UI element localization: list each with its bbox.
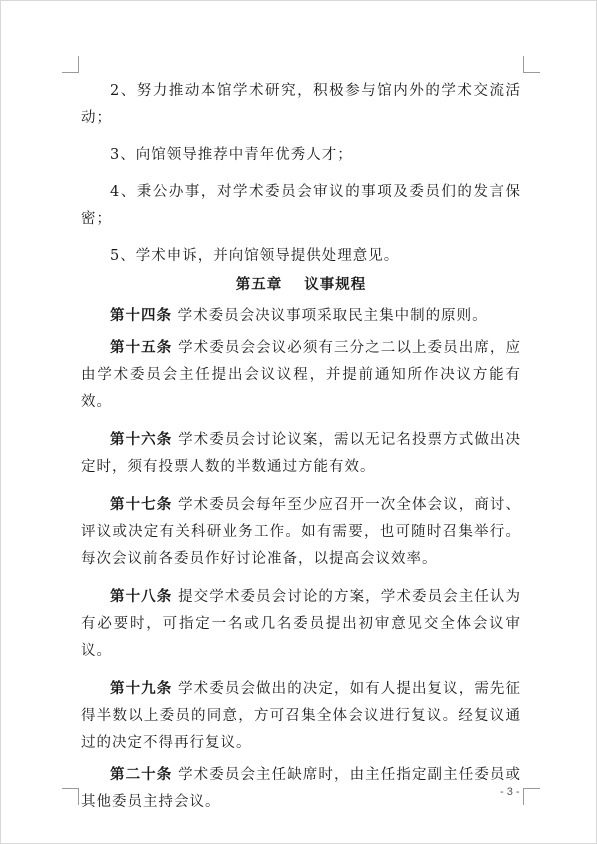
list-item: 2、努力推动本馆学术研究，积极参与馆内外的学术交流活动； (81, 83, 521, 126)
article-paragraph: 第十九条 学术委员会做出的决定，如有人提出复议，需先征得半数以上委员的同意，方可召集全体会议进行复议。经复议通过的决定不得再行复议。 (81, 680, 522, 751)
crop-mark-bottom-right (523, 788, 540, 805)
list-item: 5、学术申诉，并向馆领导提供处理意见。 (110, 248, 400, 264)
article-paragraph: 第十五条 学术委员会会议必须有三分之二以上委员出席，应由学术委员会主任提出会议议程，并提前通知所作决议方能有效。 (81, 339, 522, 410)
article-paragraph: 第十八条 提交学术委员会讨论的方案，学术委员会主任认为有必要时，可指定一名或几名委员提出初审意见交全体会议审议。 (81, 588, 522, 659)
article-paragraph: 第十六条 学术委员会讨论议案，需以无记名投票方式做出决定时，须有投票人数的半数通过方能有效。 (81, 431, 522, 475)
article-paragraph: 第二十条 学术委员会主任缺席时，由主任指定副主任委员或其他委员主持会议。 (81, 766, 522, 810)
article-paragraph: 第十七条 学术委员会每年至少应召开一次全体会议，商讨、评议或决定有关科研业务工作。如有需要，也可随时召集举行。每次会议前各委员作好讨论准备，以提高会议效率。 (81, 496, 522, 567)
article-paragraph: 第十四条 学术委员会决议事项采取民主集中制的原则。 (110, 307, 488, 324)
chapter-heading (81, 271, 521, 298)
crop-mark-top-left (62, 56, 79, 73)
crop-mark-bottom-left (62, 788, 79, 805)
article-label: 第十八条 (110, 588, 173, 605)
list-item: 3、向馆领导推荐中青年优秀人才； (110, 147, 353, 163)
crop-mark-top-right (523, 56, 540, 73)
article-label: 第十九条 (110, 680, 173, 697)
chapter-number: 第五章 (235, 276, 283, 293)
article-label: 第十四条 (110, 307, 172, 324)
article-label: 第二十条 (110, 766, 173, 783)
list-item: 4、秉公办事，对学术委员会审议的事项及委员们的发言保密； (81, 184, 521, 227)
article-label: 第十七条 (110, 496, 173, 513)
chapter-title: 议事规程 (304, 276, 367, 293)
document-body (81, 78, 521, 816)
article-label: 第十六条 (110, 431, 173, 448)
page-number: - 3 - (500, 786, 520, 798)
article-label: 第十五条 (110, 339, 173, 356)
